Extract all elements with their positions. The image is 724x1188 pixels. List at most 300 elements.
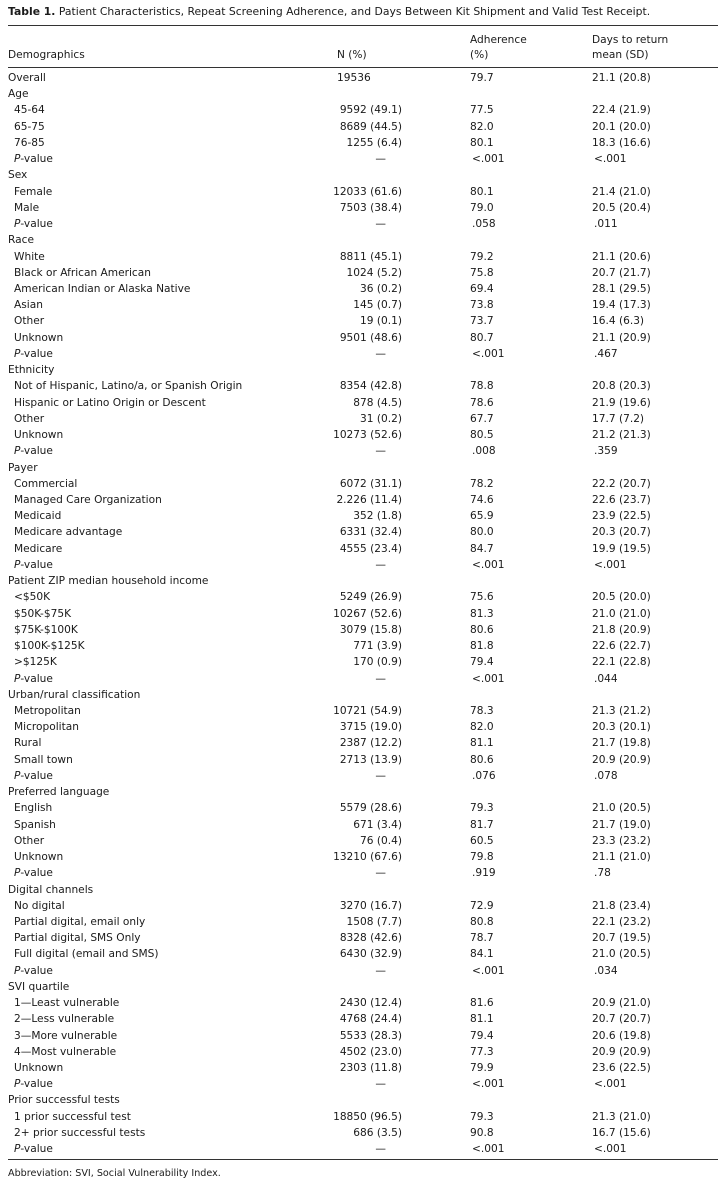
table-row	[0, 817, 724, 833]
p-italic: P	[14, 1078, 21, 1091]
row-label: Medicaid	[14, 510, 62, 523]
n-cell: 6430 (32.9)	[339, 948, 402, 961]
adherence-cell: 82.0	[470, 721, 494, 734]
adherence-cell: 79.9	[470, 1062, 494, 1075]
p-value-row	[0, 671, 724, 687]
adherence-cell: 78.2	[470, 477, 494, 490]
days-cell: 21.7 (19.0)	[592, 818, 651, 831]
adherence-cell: 84.1	[470, 948, 494, 961]
days-cell: 21.1 (20.8)	[592, 72, 651, 84]
days-cell: .467	[594, 347, 618, 360]
days-cell: 21.9 (19.6)	[592, 396, 651, 409]
p-suffix: -value	[20, 672, 53, 685]
table-label: Table 1.	[8, 5, 56, 18]
row-label: Other	[14, 315, 45, 328]
row-label	[14, 443, 53, 459]
row-label: Asian	[14, 299, 43, 312]
adherence-cell: 79.4	[470, 656, 494, 669]
table-row	[0, 1011, 724, 1027]
row-label: American Indian or Alaska Native	[14, 282, 191, 295]
n-cell: —	[375, 769, 386, 782]
days-cell: 21.0 (20.5)	[592, 948, 651, 961]
adherence-cell: 81.8	[470, 640, 494, 653]
days-cell: 21.1 (20.9)	[592, 331, 651, 344]
row-label: Sex	[8, 169, 28, 182]
days-cell: 23.3 (23.2)	[592, 834, 651, 847]
table-row	[0, 249, 724, 265]
p-value-row	[0, 865, 724, 881]
days-cell: 20.3 (20.1)	[592, 721, 651, 734]
days-cell: <.001	[594, 1078, 627, 1091]
p-suffix: -value	[20, 1078, 53, 1091]
table-row	[0, 1028, 724, 1044]
adherence-cell: 80.7	[470, 331, 494, 344]
adherence-cell: 79.4	[470, 1029, 494, 1042]
n-cell: 1024 (5.2)	[346, 266, 402, 279]
adherence-cell: 60.5	[470, 834, 494, 847]
table-row	[0, 297, 724, 313]
days-cell: .011	[594, 218, 618, 231]
adherence-cell: 81.6	[470, 997, 494, 1010]
n-cell: 3715 (19.0)	[339, 721, 402, 734]
adherence-cell: 79.2	[470, 250, 494, 263]
adherence-cell: 77.5	[470, 104, 494, 117]
table-row	[0, 946, 724, 962]
group-header-row	[0, 460, 724, 476]
days-cell: <.001	[594, 558, 627, 571]
row-label: Prior successful tests	[8, 1094, 120, 1107]
p-italic: P	[14, 445, 21, 458]
days-cell: .359	[594, 445, 618, 458]
days-cell: 20.6 (19.8)	[592, 1029, 651, 1042]
table-row	[0, 703, 724, 719]
adherence-cell: 79.7	[470, 72, 494, 84]
n-cell: 5533 (28.3)	[339, 1029, 402, 1042]
table-row	[0, 1044, 724, 1060]
group-header-row	[0, 687, 724, 703]
days-cell: 20.9 (20.9)	[592, 753, 651, 766]
days-cell: 20.7 (19.5)	[592, 932, 651, 945]
p-italic: P	[14, 867, 21, 880]
row-label: Overall	[8, 72, 46, 84]
days-cell: 21.1 (20.6)	[592, 250, 651, 263]
row-label: Spanish	[14, 818, 56, 831]
row-label: Male	[14, 201, 40, 214]
header-demographics: Demographics	[8, 49, 85, 61]
adherence-cell: <.001	[472, 964, 505, 977]
p-suffix: -value	[20, 153, 53, 166]
n-cell: 4768 (24.4)	[339, 1013, 402, 1026]
row-label: Small town	[14, 753, 73, 766]
n-cell: 7503 (38.4)	[339, 201, 402, 214]
n-cell: 145 (0.7)	[353, 299, 402, 312]
row-label: 4—Most vulnerable	[14, 1045, 117, 1058]
header-days-unit: mean (SD)	[592, 49, 649, 61]
group-header-row	[0, 573, 724, 589]
group-header-row	[0, 882, 724, 898]
row-label: Rural	[14, 737, 42, 750]
row-label: 3—More vulnerable	[14, 1029, 118, 1042]
row-label	[14, 346, 53, 362]
row-label: Patient ZIP median household income	[8, 575, 209, 588]
n-cell: 2.226 (11.4)	[336, 493, 402, 506]
row-label: 76-85	[14, 136, 45, 149]
row-label: Metropolitan	[14, 704, 81, 717]
p-italic: P	[14, 1143, 21, 1156]
days-cell: 16.7 (15.6)	[592, 1126, 651, 1139]
table-title	[8, 5, 650, 18]
days-cell: .044	[594, 672, 618, 685]
group-header-row	[0, 1092, 724, 1108]
days-cell: 22.6 (23.7)	[592, 493, 651, 506]
row-label: Hispanic or Latino Origin or Descent	[14, 396, 206, 409]
p-italic: P	[14, 672, 21, 685]
days-cell: 21.3 (21.2)	[592, 704, 651, 717]
table-row	[0, 1060, 724, 1076]
adherence-cell: <.001	[472, 347, 505, 360]
adherence-cell: 80.8	[470, 915, 494, 928]
days-cell: 21.8 (20.9)	[592, 623, 651, 636]
n-cell: —	[375, 218, 386, 231]
adherence-cell: 80.6	[470, 623, 494, 636]
adherence-cell: 77.3	[470, 1045, 494, 1058]
days-cell: 21.2 (21.3)	[592, 429, 651, 442]
p-italic: P	[14, 153, 21, 166]
n-cell: 771 (3.9)	[353, 640, 402, 653]
row-label	[14, 557, 53, 573]
adherence-cell: 72.9	[470, 899, 494, 912]
row-label: Medicare	[14, 542, 63, 555]
n-cell: 4555 (23.4)	[339, 542, 402, 555]
table-caption: Patient Characteristics, Repeat Screening Adherence, and Days Between Kit Shipment and Valid Test Receipt.	[58, 5, 651, 18]
days-cell: 28.1 (29.5)	[592, 282, 651, 295]
adherence-cell: 79.3	[470, 1110, 494, 1123]
p-value-row	[0, 768, 724, 784]
row-label: White	[14, 250, 45, 263]
header-adherence: Adherence	[470, 34, 527, 46]
adherence-cell: .008	[472, 445, 496, 458]
p-value-row	[0, 557, 724, 573]
adherence-cell: .919	[472, 867, 496, 880]
n-cell: 19 (0.1)	[360, 315, 402, 328]
table-row	[0, 1109, 724, 1125]
adherence-cell: 67.7	[470, 412, 494, 425]
table-row	[0, 800, 724, 816]
p-italic: P	[14, 769, 21, 782]
n-cell: 8354 (42.8)	[339, 380, 402, 393]
days-cell: 21.4 (21.0)	[592, 185, 651, 198]
adherence-cell: 79.8	[470, 851, 494, 864]
n-cell: 5249 (26.9)	[339, 591, 402, 604]
table-row	[0, 1125, 724, 1141]
adherence-cell: <.001	[472, 1143, 505, 1156]
table-row	[0, 184, 724, 200]
days-cell: 23.9 (22.5)	[592, 510, 651, 523]
n-cell: 10273 (52.6)	[333, 429, 402, 442]
header-adherence-unit: (%)	[470, 49, 489, 61]
n-cell: 10267 (52.6)	[333, 607, 402, 620]
adherence-cell: 65.9	[470, 510, 494, 523]
row-label	[14, 151, 53, 167]
group-header-row	[0, 784, 724, 800]
row-label: English	[14, 802, 53, 815]
n-cell: 2430 (12.4)	[339, 997, 402, 1010]
row-label: Unknown	[14, 429, 64, 442]
days-cell: 18.3 (16.6)	[592, 136, 651, 149]
row-label	[14, 865, 53, 881]
adherence-cell: 80.6	[470, 753, 494, 766]
days-cell: 20.7 (20.7)	[592, 1013, 651, 1026]
table-row	[0, 200, 724, 216]
row-label: 2+ prior successful tests	[14, 1126, 146, 1139]
group-header-row	[0, 232, 724, 248]
days-cell: 22.1 (22.8)	[592, 656, 651, 669]
table-row	[0, 638, 724, 654]
adherence-cell: 73.7	[470, 315, 494, 328]
table-row	[0, 606, 724, 622]
p-suffix: -value	[20, 218, 53, 231]
row-label: Ethnicity	[8, 364, 55, 377]
p-italic: P	[14, 558, 21, 571]
adherence-cell: 74.6	[470, 493, 494, 506]
days-cell: 20.1 (20.0)	[592, 120, 651, 133]
n-cell: 31 (0.2)	[360, 412, 402, 425]
table-row	[0, 265, 724, 281]
days-cell: 21.8 (23.4)	[592, 899, 651, 912]
n-cell: 13210 (67.6)	[333, 851, 402, 864]
days-cell: 21.1 (21.0)	[592, 851, 651, 864]
adherence-cell: 69.4	[470, 282, 494, 295]
p-value-row	[0, 151, 724, 167]
adherence-cell: 78.6	[470, 396, 494, 409]
footnote: Abbreviation: SVI, Social Vulnerability Index.	[8, 1168, 221, 1179]
row-label	[14, 216, 53, 232]
p-suffix: -value	[20, 964, 53, 977]
row-label: 1 prior successful test	[14, 1110, 131, 1123]
n-cell: 8811 (45.1)	[339, 250, 402, 263]
p-value-row	[0, 346, 724, 362]
adherence-cell: <.001	[472, 1078, 505, 1091]
row-label: 2—Less vulnerable	[14, 1013, 115, 1026]
n-cell: 686 (3.5)	[353, 1126, 402, 1139]
n-cell: 2303 (11.8)	[339, 1062, 402, 1075]
table-row	[0, 898, 724, 914]
n-cell: 2387 (12.2)	[339, 737, 402, 750]
row-label	[14, 768, 53, 784]
n-cell: 1508 (7.7)	[346, 915, 402, 928]
n-cell: 1255 (6.4)	[346, 136, 402, 149]
table-row	[0, 524, 724, 540]
adherence-cell: 75.6	[470, 591, 494, 604]
n-cell: 671 (3.4)	[353, 818, 402, 831]
days-cell: .78	[594, 867, 611, 880]
row-label: Unknown	[14, 1062, 64, 1075]
n-cell: 5579 (28.6)	[339, 802, 402, 815]
n-cell: 18850 (96.5)	[333, 1110, 402, 1123]
row-label: Digital channels	[8, 883, 94, 896]
bottom-rule	[8, 1159, 718, 1160]
table-row	[0, 752, 724, 768]
row-label: Urban/rural classification	[8, 688, 141, 701]
row-label: Medicare advantage	[14, 526, 123, 539]
p-suffix: -value	[20, 769, 53, 782]
n-cell: 3079 (15.8)	[339, 623, 402, 636]
n-cell: 878 (4.5)	[353, 396, 402, 409]
adherence-cell: 80.0	[470, 526, 494, 539]
n-cell: 9501 (48.6)	[339, 331, 402, 344]
days-cell: 17.7 (7.2)	[592, 412, 645, 425]
p-value-row	[0, 1076, 724, 1092]
days-cell: 20.5 (20.0)	[592, 591, 651, 604]
group-header-row	[0, 167, 724, 183]
table-row	[0, 914, 724, 930]
table-row	[0, 395, 724, 411]
table-row	[0, 930, 724, 946]
n-cell: —	[375, 964, 386, 977]
n-cell: 10721 (54.9)	[333, 704, 402, 717]
row-label: SVI quartile	[8, 980, 70, 993]
n-cell: 3270 (16.7)	[339, 899, 402, 912]
days-cell: 16.4 (6.3)	[592, 315, 645, 328]
table-row	[0, 995, 724, 1011]
adherence-cell: 82.0	[470, 120, 494, 133]
days-cell: 20.7 (21.7)	[592, 266, 651, 279]
table-row	[0, 492, 724, 508]
table-row	[0, 476, 724, 492]
p-italic: P	[14, 218, 21, 231]
p-suffix: -value	[20, 558, 53, 571]
row-label: 45-64	[14, 104, 45, 117]
n-cell: —	[375, 1143, 386, 1156]
days-cell: <.001	[594, 153, 627, 166]
p-suffix: -value	[20, 867, 53, 880]
row-label: $50K-$75K	[14, 607, 72, 620]
days-cell: 22.1 (23.2)	[592, 915, 651, 928]
table-row	[0, 833, 724, 849]
table-row	[0, 135, 724, 151]
table-row	[0, 508, 724, 524]
n-cell: 6072 (31.1)	[339, 477, 402, 490]
p-suffix: -value	[20, 347, 53, 360]
days-cell: 20.9 (21.0)	[592, 997, 651, 1010]
adherence-cell: <.001	[472, 672, 505, 685]
days-cell: 19.4 (17.3)	[592, 299, 651, 312]
adherence-cell: 80.5	[470, 429, 494, 442]
adherence-cell: <.001	[472, 153, 505, 166]
n-cell: 352 (1.8)	[353, 510, 402, 523]
adherence-cell: .058	[472, 218, 496, 231]
header-days: Days to return	[592, 34, 669, 46]
table-row	[0, 119, 724, 135]
table-row	[0, 849, 724, 865]
table-row	[0, 541, 724, 557]
days-cell: 22.4 (21.9)	[592, 104, 651, 117]
row-label: 65-75	[14, 120, 45, 133]
n-cell: 6331 (32.4)	[339, 526, 402, 539]
adherence-cell: 81.1	[470, 737, 494, 750]
top-rule	[8, 25, 718, 26]
row-label: Other	[14, 412, 45, 425]
days-cell: <.001	[594, 1143, 627, 1156]
adherence-cell: 78.7	[470, 932, 494, 945]
days-cell: 21.3 (21.0)	[592, 1110, 651, 1123]
header-rule	[8, 67, 718, 68]
row-label: Unknown	[14, 851, 64, 864]
header-n: N (%)	[337, 49, 367, 61]
table-row	[0, 589, 724, 605]
table-row	[0, 70, 724, 86]
n-cell: 76 (0.4)	[360, 834, 402, 847]
row-label: Race	[8, 234, 34, 247]
days-cell: 21.0 (20.5)	[592, 802, 651, 815]
table-row	[0, 719, 724, 735]
row-label: Partial digital, SMS Only	[14, 932, 141, 945]
n-cell: —	[375, 1078, 386, 1091]
n-cell: —	[375, 867, 386, 880]
row-label: Payer	[8, 461, 38, 474]
adherence-cell: <.001	[472, 558, 505, 571]
n-cell: 9592 (49.1)	[339, 104, 402, 117]
row-label: Commercial	[14, 477, 78, 490]
adherence-cell: 81.1	[470, 1013, 494, 1026]
days-cell: 20.9 (20.9)	[592, 1045, 651, 1058]
row-label: Unknown	[14, 331, 64, 344]
group-header-row	[0, 362, 724, 378]
row-label: Black or African American	[14, 266, 151, 279]
adherence-cell: 78.8	[470, 380, 494, 393]
n-cell: 12033 (61.6)	[333, 185, 402, 198]
days-cell: 20.8 (20.3)	[592, 380, 651, 393]
adherence-cell: 80.1	[470, 185, 494, 198]
p-value-row	[0, 963, 724, 979]
p-value-row	[0, 443, 724, 459]
days-cell: 23.6 (22.5)	[592, 1062, 651, 1075]
row-label: Preferred language	[8, 786, 110, 799]
row-label: Partial digital, email only	[14, 915, 146, 928]
group-header-row	[0, 86, 724, 102]
adherence-cell: 78.3	[470, 704, 494, 717]
row-label: Other	[14, 834, 45, 847]
n-cell: —	[375, 347, 386, 360]
days-cell: 21.7 (19.8)	[592, 737, 651, 750]
adherence-cell: .076	[472, 769, 496, 782]
adherence-cell: 79.3	[470, 802, 494, 815]
n-cell: 2713 (13.9)	[339, 753, 402, 766]
days-cell: 22.2 (20.7)	[592, 477, 651, 490]
row-label: Full digital (email and SMS)	[14, 948, 159, 961]
row-label	[14, 671, 53, 687]
table-row	[0, 281, 724, 297]
table-row	[0, 313, 724, 329]
p-value-row	[0, 1141, 724, 1157]
p-suffix: -value	[20, 445, 53, 458]
n-cell: 19536	[337, 72, 371, 84]
adherence-cell: 80.1	[470, 136, 494, 149]
row-label: Not of Hispanic, Latino/a, or Spanish Origin	[14, 380, 243, 393]
table-row	[0, 427, 724, 443]
adherence-cell: 81.7	[470, 818, 494, 831]
table-row	[0, 411, 724, 427]
adherence-cell: 81.3	[470, 607, 494, 620]
row-label	[14, 963, 53, 979]
row-label: Managed Care Organization	[14, 493, 162, 506]
table-row	[0, 735, 724, 751]
adherence-cell: 79.0	[470, 201, 494, 214]
n-cell: 8689 (44.5)	[339, 120, 402, 133]
group-header-row	[0, 979, 724, 995]
n-cell: 4502 (23.0)	[339, 1045, 402, 1058]
row-label: >$125K	[14, 656, 57, 669]
